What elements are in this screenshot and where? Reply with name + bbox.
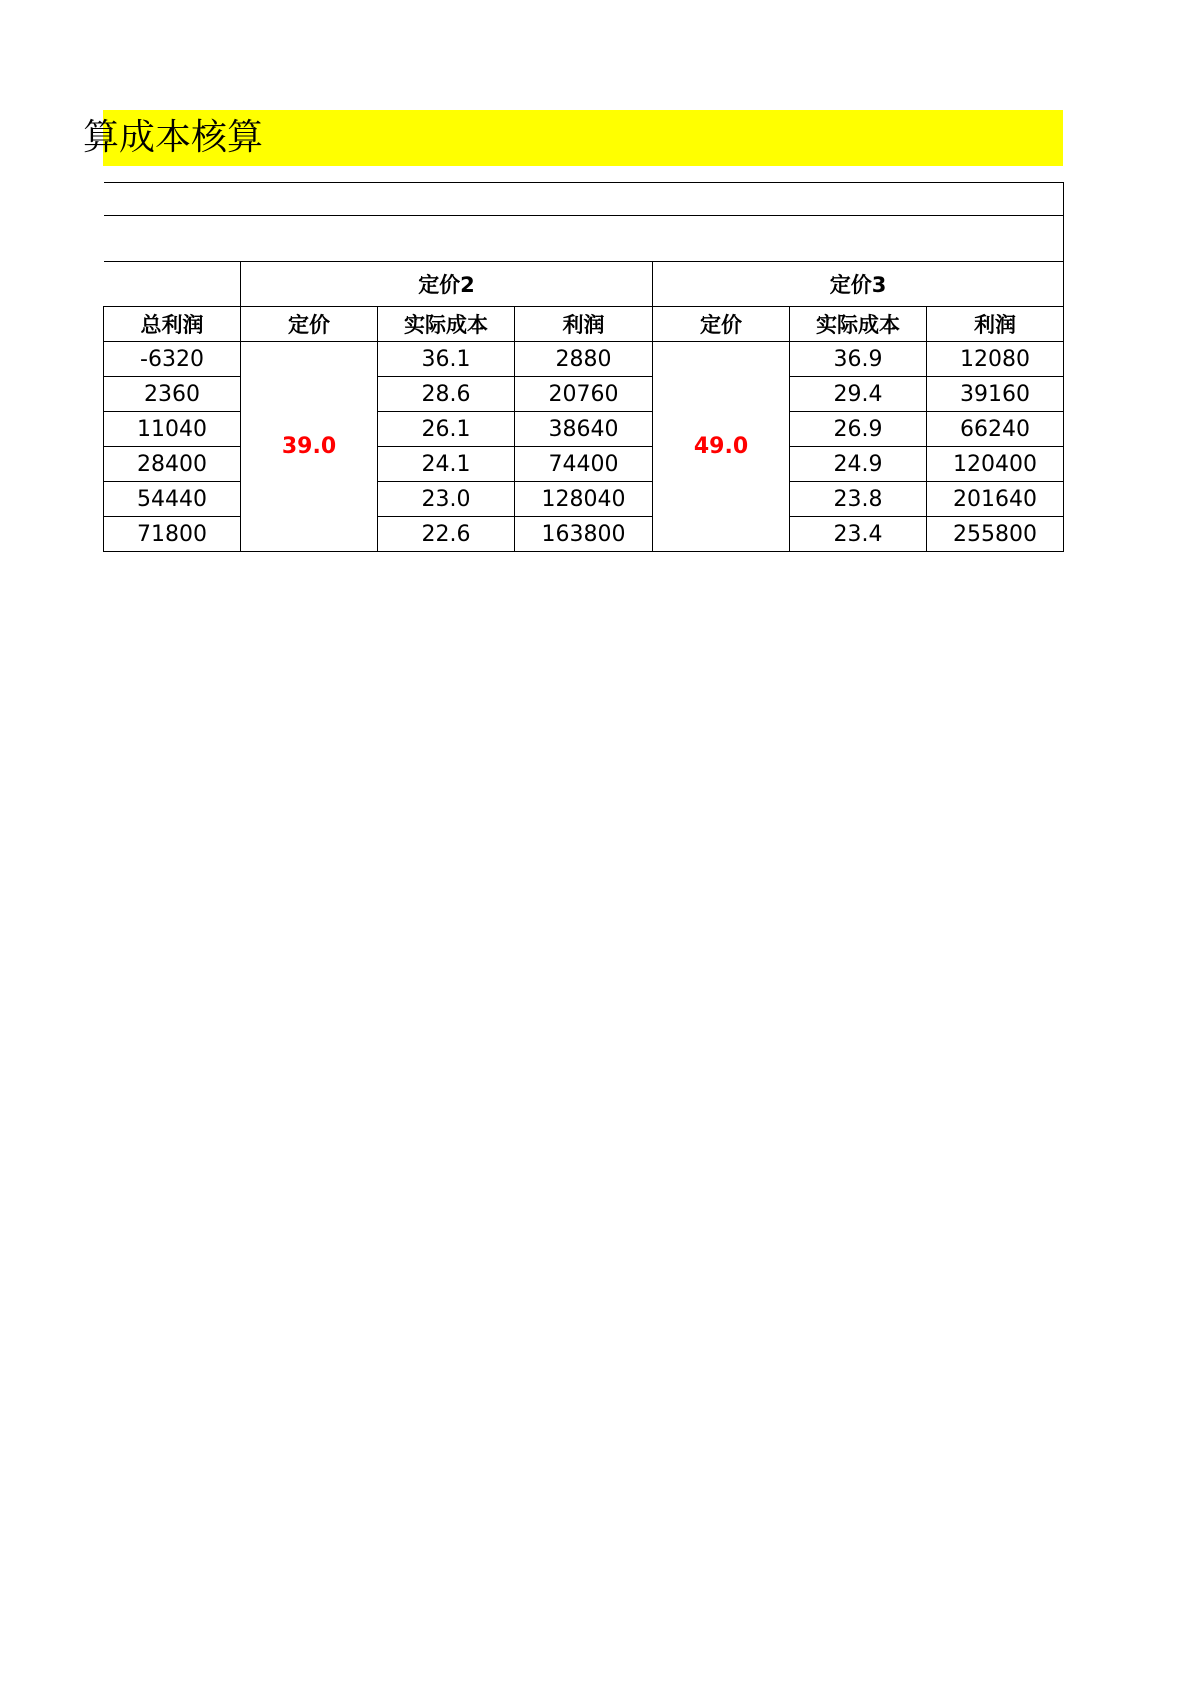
cost-cell[interactable]: 23.8 <box>790 482 927 517</box>
table-row <box>104 342 1064 377</box>
cost-cell[interactable]: 36.9 <box>790 342 927 377</box>
group-header-price2[interactable]: 定价2 <box>241 262 653 307</box>
profit-cell[interactable]: 128040 <box>515 482 653 517</box>
cost-cell[interactable]: 36.1 <box>378 342 515 377</box>
cost-cell[interactable]: 24.1 <box>378 447 515 482</box>
cost-cell[interactable]: 24.9 <box>790 447 927 482</box>
cost-cell[interactable]: 29.4 <box>790 377 927 412</box>
cost-cell[interactable]: 26.9 <box>790 412 927 447</box>
total-profit-cell[interactable]: 54440 <box>104 482 241 517</box>
group-header-price3[interactable]: 定价3 <box>653 262 1064 307</box>
header-total-profit[interactable]: 总利润 <box>104 307 241 342</box>
cost-cell[interactable]: 22.6 <box>378 517 515 552</box>
profit-cell[interactable]: 20760 <box>515 377 653 412</box>
cost-table <box>103 182 1064 552</box>
group-header-row <box>104 262 1064 307</box>
total-profit-cell[interactable]: 28400 <box>104 447 241 482</box>
profit-cell[interactable]: 74400 <box>515 447 653 482</box>
header-price[interactable]: 定价 <box>241 307 378 342</box>
total-profit-cell[interactable]: -6320 <box>104 342 241 377</box>
profit-cell[interactable]: 39160 <box>927 377 1064 412</box>
profit-cell[interactable]: 38640 <box>515 412 653 447</box>
profit-cell[interactable]: 255800 <box>927 517 1064 552</box>
cost-cell[interactable]: 23.4 <box>790 517 927 552</box>
cost-cell[interactable]: 23.0 <box>378 482 515 517</box>
total-profit-cell[interactable]: 2360 <box>104 377 241 412</box>
blank-cell[interactable] <box>104 216 1064 262</box>
cost-cell[interactable]: 26.1 <box>378 412 515 447</box>
profit-cell[interactable]: 120400 <box>927 447 1064 482</box>
header-profit[interactable]: 利润 <box>927 307 1064 342</box>
profit-cell[interactable]: 66240 <box>927 412 1064 447</box>
blank-row <box>104 216 1064 262</box>
title-bar <box>83 110 1063 166</box>
profit-cell[interactable]: 201640 <box>927 482 1064 517</box>
sheet-title: 算成本核算 <box>83 117 264 158</box>
header-profit[interactable]: 利润 <box>515 307 653 342</box>
total-profit-cell[interactable]: 11040 <box>104 412 241 447</box>
price3-cell[interactable]: 49.0 <box>653 342 790 552</box>
profit-cell[interactable]: 163800 <box>515 517 653 552</box>
cost-cell[interactable]: 28.6 <box>378 377 515 412</box>
price2-cell[interactable]: 39.0 <box>241 342 378 552</box>
cost-accounting-sheet <box>103 182 1063 552</box>
profit-cell[interactable]: 2880 <box>515 342 653 377</box>
total-profit-cell[interactable]: 71800 <box>104 517 241 552</box>
blank-row <box>104 183 1064 216</box>
header-actual-cost[interactable]: 实际成本 <box>378 307 515 342</box>
column-header-row <box>104 307 1064 342</box>
profit-cell[interactable]: 12080 <box>927 342 1064 377</box>
blank-cell[interactable] <box>104 262 241 307</box>
header-price[interactable]: 定价 <box>653 307 790 342</box>
header-actual-cost[interactable]: 实际成本 <box>790 307 927 342</box>
blank-cell[interactable] <box>104 183 1064 216</box>
